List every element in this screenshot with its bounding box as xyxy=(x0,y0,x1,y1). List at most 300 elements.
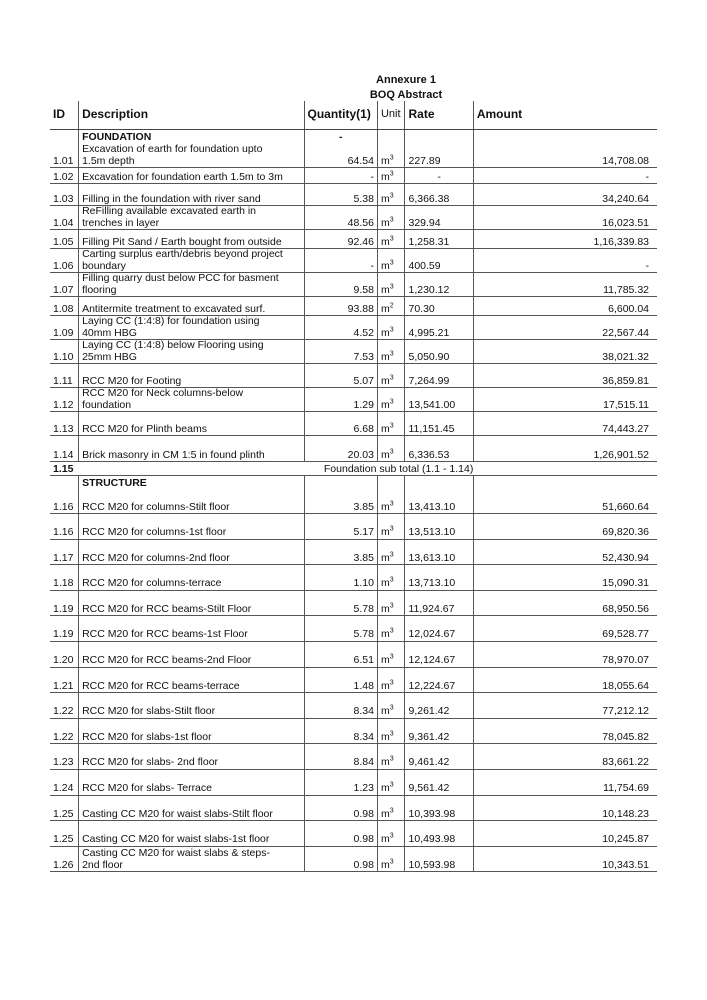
item-description-line1: RCC M20 for Neck columns-below xyxy=(82,387,244,399)
item-description xyxy=(79,565,304,591)
header-amount: Amount xyxy=(473,101,657,130)
table-row xyxy=(50,490,657,514)
item-description-line2: 40mm HBG xyxy=(82,326,137,339)
item-id: 1.23 xyxy=(50,744,79,770)
item-amount: 52,430.94 xyxy=(473,539,657,565)
table-row xyxy=(50,436,657,462)
table-row xyxy=(50,514,657,540)
table-row xyxy=(50,565,657,591)
item-description-line2: trenches in layer xyxy=(82,216,160,229)
item-amount: 69,820.36 xyxy=(473,514,657,540)
table-row xyxy=(50,718,657,744)
item-rate: 4,995.21 xyxy=(405,316,473,340)
table-row xyxy=(50,821,657,847)
item-rate: 11,924.67 xyxy=(405,590,473,616)
unit-symbol: m xyxy=(380,154,390,167)
item-amount: 77,212.12 xyxy=(473,693,657,719)
item-unit xyxy=(377,184,405,206)
item-amount: 11,785.32 xyxy=(473,273,657,297)
table-row xyxy=(50,184,657,206)
item-amount: 22,567.44 xyxy=(473,316,657,340)
unit-symbol: m xyxy=(380,602,390,615)
item-amount: 10,148.23 xyxy=(473,795,657,821)
unit-exponent: 3 xyxy=(389,170,394,177)
item-amount: 74,443.27 xyxy=(473,412,657,436)
item-id: 1.12 xyxy=(50,388,79,412)
item-quantity: 4.52 xyxy=(304,316,377,340)
item-rate: 9,461.42 xyxy=(405,744,473,770)
item-quantity: 8.34 xyxy=(304,693,377,719)
unit-symbol: m xyxy=(380,374,390,387)
item-description-line1: Carting surplus earth/debris beyond project xyxy=(82,248,283,260)
table-row xyxy=(50,744,657,770)
section-row-structure xyxy=(50,476,657,490)
item-id: 1.10 xyxy=(50,340,79,364)
section-structure-qty xyxy=(304,476,377,490)
item-quantity: 20.03 xyxy=(304,436,377,462)
item-id: 1.24 xyxy=(50,769,79,795)
table-row xyxy=(50,168,657,184)
item-amount: 10,343.51 xyxy=(473,846,657,872)
unit-symbol: m xyxy=(380,448,390,461)
item-amount: 17,515.11 xyxy=(473,388,657,412)
subtotal-id: 1.15 xyxy=(50,462,79,476)
item-quantity: 9.58 xyxy=(304,273,377,297)
item-rate: 9,561.42 xyxy=(405,769,473,795)
table-row xyxy=(50,667,657,693)
item-description xyxy=(79,144,304,168)
table-row xyxy=(50,412,657,436)
item-unit xyxy=(377,514,405,540)
table-row xyxy=(50,273,657,297)
item-description-line2: Brick masonry in CM 1:5 in found plinth xyxy=(82,448,265,461)
item-rate: 12,024.67 xyxy=(405,616,473,642)
unit-symbol: m xyxy=(380,170,390,183)
item-rate: 13,713.10 xyxy=(405,565,473,591)
unit-exponent: 3 xyxy=(389,154,394,161)
unit-exponent: 2 xyxy=(389,302,394,309)
item-quantity: 6.68 xyxy=(304,412,377,436)
unit-symbol: m xyxy=(380,807,390,820)
unit-symbol: m xyxy=(380,679,390,692)
item-id: 1.11 xyxy=(50,364,79,388)
item-description xyxy=(79,846,304,872)
item-unit xyxy=(377,249,405,273)
item-amount: 15,090.31 xyxy=(473,565,657,591)
item-description-line2: foundation xyxy=(82,398,132,411)
item-id: 1.03 xyxy=(50,184,79,206)
header-unit: Unit xyxy=(377,101,405,130)
item-description-line2: 25mm HBG xyxy=(82,350,137,363)
table-row xyxy=(50,144,657,168)
item-id: 1.04 xyxy=(50,206,79,230)
unit-symbol: m xyxy=(380,654,390,667)
item-rate: 1,230.12 xyxy=(405,273,473,297)
item-amount: 11,754.69 xyxy=(473,769,657,795)
table-row xyxy=(50,769,657,795)
item-rate: 13,413.10 xyxy=(405,490,473,514)
item-id: 1.17 xyxy=(50,539,79,565)
item-amount: 69,528.77 xyxy=(473,616,657,642)
header-row xyxy=(50,101,657,130)
item-amount: 83,661.22 xyxy=(473,744,657,770)
item-description xyxy=(79,590,304,616)
item-quantity: 93.88 xyxy=(304,297,377,316)
table-row xyxy=(50,590,657,616)
item-description-line1: Laying CC (1:4:8) for foundation using xyxy=(82,315,260,327)
item-description xyxy=(79,616,304,642)
item-unit xyxy=(377,744,405,770)
item-quantity: 0.98 xyxy=(304,821,377,847)
unit-exponent: 3 xyxy=(389,350,394,357)
unit-exponent: 3 xyxy=(389,602,394,610)
item-description-line2: Filling Pit Sand / Earth bought from outside xyxy=(82,235,282,248)
item-amount: 51,660.64 xyxy=(473,490,657,514)
unit-exponent: 3 xyxy=(389,192,394,199)
item-unit xyxy=(377,846,405,872)
item-description xyxy=(79,718,304,744)
unit-exponent: 3 xyxy=(389,627,394,635)
item-amount: 34,240.64 xyxy=(473,184,657,206)
item-quantity: - xyxy=(304,249,377,273)
item-unit xyxy=(377,297,405,316)
item-amount: 78,045.82 xyxy=(473,718,657,744)
item-quantity: 5.78 xyxy=(304,616,377,642)
unit-exponent: 3 xyxy=(389,679,394,687)
item-quantity: 0.98 xyxy=(304,846,377,872)
section-foundation-qty: - xyxy=(304,130,377,144)
item-unit xyxy=(377,412,405,436)
item-rate: 6,366.38 xyxy=(405,184,473,206)
unit-symbol: m xyxy=(380,259,390,272)
item-id: 1.16 xyxy=(50,514,79,540)
unit-symbol: m xyxy=(380,705,390,718)
item-amount: 6,600.04 xyxy=(473,297,657,316)
item-description xyxy=(79,364,304,388)
section-structure-amount xyxy=(473,476,657,490)
item-rate: 11,151.45 xyxy=(405,412,473,436)
section-structure-rate xyxy=(405,476,473,490)
item-unit xyxy=(377,795,405,821)
item-rate: 10,493.98 xyxy=(405,821,473,847)
item-description xyxy=(79,490,304,514)
unit-symbol: m xyxy=(380,730,390,743)
item-description-line1: Laying CC (1:4:8) below Flooring using xyxy=(82,339,264,351)
unit-symbol: m xyxy=(380,858,390,871)
item-description-line2: RCC M20 for slabs-Stilt floor xyxy=(82,705,216,718)
unit-symbol: m xyxy=(380,192,390,205)
item-description-line2: RCC M20 for Plinth beams xyxy=(82,422,207,435)
item-id: 1.01 xyxy=(50,144,79,168)
unit-exponent: 3 xyxy=(389,807,394,815)
item-description xyxy=(79,667,304,693)
item-description-line1: ReFilling available excavated earth in xyxy=(82,205,256,217)
item-id: 1.13 xyxy=(50,412,79,436)
item-unit xyxy=(377,565,405,591)
item-description xyxy=(79,249,304,273)
section-structure-id xyxy=(50,476,79,490)
item-quantity: 5.78 xyxy=(304,590,377,616)
item-rate: 7,264.99 xyxy=(405,364,473,388)
unit-exponent: 3 xyxy=(389,525,394,533)
unit-exponent: 3 xyxy=(389,398,394,405)
table-row xyxy=(50,846,657,872)
unit-symbol: m xyxy=(380,500,390,513)
item-description xyxy=(79,436,304,462)
item-unit xyxy=(377,340,405,364)
unit-exponent: 3 xyxy=(389,576,394,584)
item-description-line2: RCC M20 for columns-Stilt floor xyxy=(82,500,230,513)
unit-exponent: 3 xyxy=(389,283,394,290)
item-rate: 10,393.98 xyxy=(405,795,473,821)
item-quantity: 1.48 xyxy=(304,667,377,693)
table-row xyxy=(50,316,657,340)
item-description xyxy=(79,184,304,206)
annexure-title: Annexure 1 xyxy=(376,74,436,86)
section-structure-label: STRUCTURE xyxy=(79,476,304,490)
item-rate: 329.94 xyxy=(405,206,473,230)
unit-symbol: m xyxy=(380,756,390,769)
item-description-line2: RCC M20 for slabs- 2nd floor xyxy=(82,756,219,769)
item-quantity: 92.46 xyxy=(304,230,377,249)
section-structure-unit xyxy=(377,476,405,490)
item-description xyxy=(79,769,304,795)
item-description-line2: Casting CC M20 for waist slabs-Stilt floor xyxy=(82,807,273,820)
item-quantity: 48.56 xyxy=(304,206,377,230)
item-description-line1: Filling quarry dust below PCC for basment xyxy=(82,272,279,284)
item-rate: 9,261.42 xyxy=(405,693,473,719)
item-rate: 400.59 xyxy=(405,249,473,273)
item-description-line2: flooring xyxy=(82,283,117,296)
item-description xyxy=(79,316,304,340)
item-description-line2: RCC M20 for columns-2nd floor xyxy=(82,551,230,564)
unit-symbol: m xyxy=(380,398,390,411)
item-quantity: 64.54 xyxy=(304,144,377,168)
unit-exponent: 3 xyxy=(389,755,394,763)
table-row xyxy=(50,297,657,316)
item-id: 1.20 xyxy=(50,641,79,667)
item-amount: - xyxy=(473,249,657,273)
item-rate: 9,361.42 xyxy=(405,718,473,744)
item-amount: 68,950.56 xyxy=(473,590,657,616)
item-unit xyxy=(377,718,405,744)
item-amount: 78,970.07 xyxy=(473,641,657,667)
item-description-line2: RCC M20 for slabs-1st floor xyxy=(82,730,212,743)
item-id: 1.25 xyxy=(50,795,79,821)
header-quantity: Quantity(1) xyxy=(304,101,377,130)
item-quantity: 3.85 xyxy=(304,490,377,514)
item-rate: 13,541.00 xyxy=(405,388,473,412)
item-unit xyxy=(377,667,405,693)
unit-exponent: 3 xyxy=(389,374,394,381)
item-rate: 70.30 xyxy=(405,297,473,316)
item-description xyxy=(79,168,304,184)
item-unit xyxy=(377,316,405,340)
table-row xyxy=(50,641,657,667)
item-id: 1.18 xyxy=(50,565,79,591)
item-description-line2: RCC M20 for RCC beams-1st Floor xyxy=(82,628,248,641)
unit-exponent: 3 xyxy=(389,832,394,840)
item-description-line2: RCC M20 for columns-1st floor xyxy=(82,526,227,539)
item-amount: 38,021.32 xyxy=(473,340,657,364)
unit-symbol: m xyxy=(380,551,390,564)
item-description xyxy=(79,412,304,436)
unit-symbol: m xyxy=(380,350,390,363)
item-unit xyxy=(377,388,405,412)
item-unit xyxy=(377,206,405,230)
item-description xyxy=(79,206,304,230)
item-id: 1.25 xyxy=(50,821,79,847)
item-quantity: 8.84 xyxy=(304,744,377,770)
item-description-line2: RCC M20 for RCC beams-terrace xyxy=(82,679,240,692)
subtotal-label: Foundation sub total (1.1 - 1.14) xyxy=(79,462,474,476)
item-rate: 12,224.67 xyxy=(405,667,473,693)
item-description xyxy=(79,514,304,540)
item-rate: 13,513.10 xyxy=(405,514,473,540)
item-description-line2: Filling in the foundation with river sand xyxy=(82,192,261,205)
unit-symbol: m xyxy=(380,628,390,641)
item-id: 1.22 xyxy=(50,693,79,719)
item-unit xyxy=(377,539,405,565)
unit-exponent: 3 xyxy=(389,704,394,712)
item-description-line2: RCC M20 for RCC beams-Stilt Floor xyxy=(82,602,252,615)
item-amount: 18,055.64 xyxy=(473,667,657,693)
item-quantity: 5.07 xyxy=(304,364,377,388)
item-description-line2: 2nd floor xyxy=(82,858,123,871)
item-description xyxy=(79,230,304,249)
item-description xyxy=(79,693,304,719)
item-description xyxy=(79,273,304,297)
unit-exponent: 3 xyxy=(389,730,394,738)
item-description xyxy=(79,744,304,770)
unit-exponent: 3 xyxy=(389,858,394,866)
unit-symbol: m xyxy=(380,577,390,590)
unit-exponent: 3 xyxy=(389,259,394,266)
header-id: ID xyxy=(50,101,79,130)
item-id: 1.14 xyxy=(50,436,79,462)
item-description xyxy=(79,821,304,847)
table-row xyxy=(50,795,657,821)
table-body xyxy=(50,130,657,872)
item-description-line2: RCC M20 for Footing xyxy=(82,374,182,387)
item-description-line2: RCC M20 for columns-terrace xyxy=(82,577,222,590)
item-quantity: 6.51 xyxy=(304,641,377,667)
item-amount: 16,023.51 xyxy=(473,206,657,230)
item-unit xyxy=(377,436,405,462)
item-description-line2: 1.5m depth xyxy=(82,154,135,167)
item-quantity: 1.29 xyxy=(304,388,377,412)
item-rate: 5,050.90 xyxy=(405,340,473,364)
item-amount: 14,708.08 xyxy=(473,144,657,168)
table-row xyxy=(50,539,657,565)
item-amount: 1,16,339.83 xyxy=(473,230,657,249)
item-quantity: 1.23 xyxy=(304,769,377,795)
item-quantity: 7.53 xyxy=(304,340,377,364)
unit-exponent: 3 xyxy=(389,235,394,242)
item-amount: 1,26,901.52 xyxy=(473,436,657,462)
table-row xyxy=(50,616,657,642)
section-row-foundation xyxy=(50,130,657,144)
boq-table xyxy=(50,101,657,872)
item-description xyxy=(79,297,304,316)
item-rate: 10,593.98 xyxy=(405,846,473,872)
item-rate: 13,613.10 xyxy=(405,539,473,565)
item-id: 1.16 xyxy=(50,490,79,514)
item-description-line2: Antitermite treatment to excavated surf. xyxy=(82,302,266,315)
table-row xyxy=(50,206,657,230)
item-rate: 6,336.53 xyxy=(405,436,473,462)
item-id: 1.22 xyxy=(50,718,79,744)
item-amount: 10,245.87 xyxy=(473,821,657,847)
table-row xyxy=(50,388,657,412)
item-unit xyxy=(377,769,405,795)
item-quantity: - xyxy=(304,168,377,184)
unit-symbol: m xyxy=(380,326,390,339)
item-unit xyxy=(377,641,405,667)
item-unit xyxy=(377,168,405,184)
item-id: 1.21 xyxy=(50,667,79,693)
boq-abstract-title: BOQ Abstract xyxy=(369,89,443,101)
unit-symbol: m xyxy=(380,782,390,795)
item-description xyxy=(79,795,304,821)
unit-symbol: m xyxy=(380,216,390,229)
unit-exponent: 3 xyxy=(389,500,394,507)
item-quantity: 5.38 xyxy=(304,184,377,206)
item-description-line2: Excavation for foundation earth 1.5m to 3m xyxy=(82,170,283,183)
item-rate: 227.89 xyxy=(405,144,473,168)
section-foundation-label: FOUNDATION xyxy=(79,130,304,144)
item-rate: 12,124.67 xyxy=(405,641,473,667)
unit-exponent: 3 xyxy=(389,216,394,223)
item-id: 1.05 xyxy=(50,230,79,249)
item-unit xyxy=(377,230,405,249)
unit-exponent: 3 xyxy=(389,448,394,455)
item-description-line2: RCC M20 for RCC beams-2nd Floor xyxy=(82,654,252,667)
item-quantity: 3.85 xyxy=(304,539,377,565)
item-unit xyxy=(377,590,405,616)
item-unit xyxy=(377,616,405,642)
unit-symbol: m xyxy=(380,422,390,435)
item-amount: 36,859.81 xyxy=(473,364,657,388)
item-id: 1.26 xyxy=(50,846,79,872)
unit-exponent: 3 xyxy=(389,653,394,661)
unit-symbol: m xyxy=(380,302,390,315)
item-description-line2: RCC M20 for slabs- Terrace xyxy=(82,782,212,795)
unit-symbol: m xyxy=(380,283,390,296)
item-id: 1.08 xyxy=(50,297,79,316)
item-id: 1.06 xyxy=(50,249,79,273)
item-unit xyxy=(377,490,405,514)
table-row xyxy=(50,693,657,719)
item-id: 1.07 xyxy=(50,273,79,297)
unit-symbol: m xyxy=(380,235,390,248)
item-description-line1: Excavation of earth for foundation upto xyxy=(82,143,263,155)
unit-exponent: 3 xyxy=(389,326,394,333)
item-unit xyxy=(377,273,405,297)
item-description xyxy=(79,539,304,565)
table-row xyxy=(50,340,657,364)
header-description: Description xyxy=(79,101,304,130)
subtotal-row xyxy=(50,462,657,476)
table-row xyxy=(50,230,657,249)
item-unit xyxy=(377,364,405,388)
header-rate: Rate xyxy=(405,101,473,130)
item-description xyxy=(79,340,304,364)
item-description xyxy=(79,641,304,667)
item-description-line2: Casting CC M20 for waist slabs-1st floor xyxy=(82,833,270,846)
item-rate: 1,258.31 xyxy=(405,230,473,249)
unit-exponent: 3 xyxy=(389,781,394,789)
